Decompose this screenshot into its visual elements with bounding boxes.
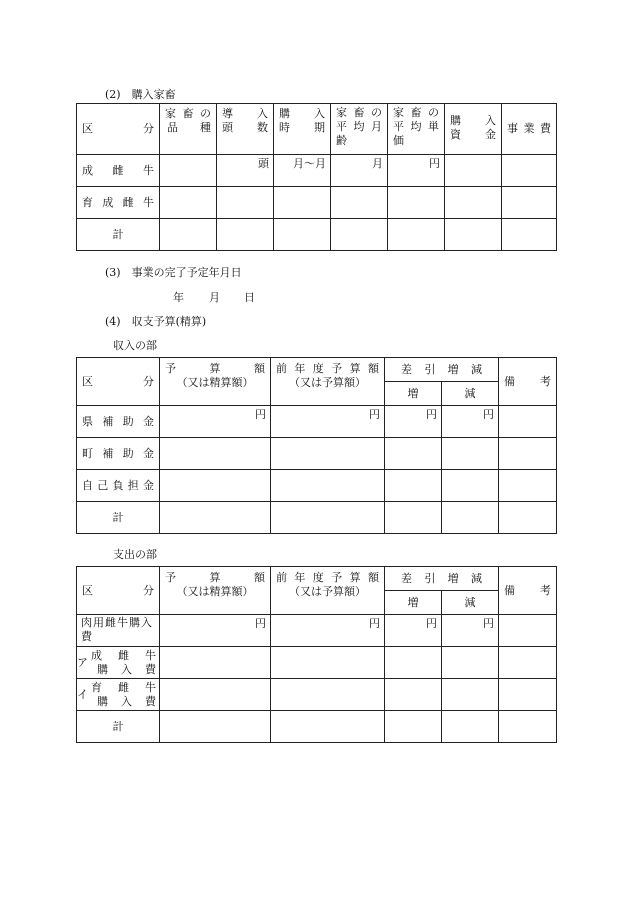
table-row <box>77 470 557 502</box>
header-kubun: 区 分 <box>77 358 160 406</box>
unit-tou: 頭 <box>217 155 274 187</box>
row-label-nikuyou: 肉用雌牛購入費 <box>77 615 160 647</box>
table-row <box>77 679 557 711</box>
row-label-machi: 町 補 助 金 <box>77 438 160 470</box>
table-row <box>77 647 557 679</box>
header-tousuu: 導 入 頭 数 <box>217 104 274 155</box>
expense-table <box>76 566 557 743</box>
unit-yen: 円 <box>271 615 385 647</box>
row-label-a-seishigyu: ア 成 雌 牛 購 入 費 <box>77 647 160 679</box>
unit-tsuki-range: 月～月 <box>274 155 331 187</box>
header-bikou: 備 考 <box>499 567 557 615</box>
table-row <box>77 155 557 187</box>
income-title: 収入の部 <box>113 339 157 352</box>
table-row <box>77 219 557 251</box>
table-row <box>77 406 557 438</box>
row-label-ikusei: 育 成 雌 牛 <box>77 187 160 219</box>
unit-yen: 円 <box>271 406 385 438</box>
header-zou: 増 <box>385 591 442 615</box>
table-row <box>77 502 557 534</box>
table-row <box>77 187 557 219</box>
date-year: 年 <box>173 291 184 304</box>
date-day: 日 <box>244 291 255 304</box>
header-zennendo: 前 年 度 予 算 額 （又は予算額） <box>271 567 385 615</box>
section-2-heading: (2) 購入家畜 <box>105 88 176 101</box>
total-label: 計 <box>77 502 160 534</box>
purchase-livestock-table <box>76 103 557 251</box>
row-label-i-ikusei: イ 育 雌 牛 購 入 費 <box>77 679 160 711</box>
row-label-seishigyu: 成 雌 牛 <box>77 155 160 187</box>
date-month: 月 <box>209 291 220 304</box>
header-kubun: 区 分 <box>77 567 160 615</box>
header-gen: 減 <box>442 382 499 406</box>
table-row <box>77 711 557 743</box>
expense-title: 支出の部 <box>113 548 157 561</box>
header-yosan: 予 算 額 （又は精算額） <box>160 358 271 406</box>
item-mark-a: ア <box>77 655 88 669</box>
header-heikin-tsuki: 家 畜 の 平 均 月 齢 <box>331 104 388 155</box>
header-gen: 減 <box>442 591 499 615</box>
section-3-heading: (3) 事業の完了予定年月日 <box>105 266 242 279</box>
header-zennendo: 前 年 度 予 算 額 （又は予算額） <box>271 358 385 406</box>
unit-yen: 円 <box>442 406 499 438</box>
header-jigyouhi: 事 業 費 <box>502 104 557 155</box>
unit-yen: 円 <box>388 155 445 187</box>
section-4-heading: (4) 収支予算(精算) <box>105 315 207 328</box>
table-row <box>77 615 557 647</box>
header-kubun: 区 分 <box>77 104 160 155</box>
unit-yen: 円 <box>160 615 271 647</box>
income-table <box>76 357 557 534</box>
header-yosan: 予 算 額 （又は精算額） <box>160 567 271 615</box>
row-label-jiko: 自 己 負 担 金 <box>77 470 160 502</box>
table-row <box>77 438 557 470</box>
unit-yen: 円 <box>385 615 442 647</box>
item-mark-i: イ <box>77 687 88 701</box>
header-zou: 増 <box>385 382 442 406</box>
header-sabiki: 差 引 増 減 <box>385 358 499 382</box>
unit-yen: 円 <box>160 406 271 438</box>
total-label: 計 <box>77 711 160 743</box>
unit-tsuki: 月 <box>331 155 388 187</box>
header-sabiki: 差 引 増 減 <box>385 567 499 591</box>
unit-yen: 円 <box>385 406 442 438</box>
total-label: 計 <box>77 219 160 251</box>
header-shikin: 購 入 資 金 <box>445 104 502 155</box>
row-label-ken: 県 補 助 金 <box>77 406 160 438</box>
unit-yen: 円 <box>442 615 499 647</box>
header-jiki: 購 入 時 期 <box>274 104 331 155</box>
header-bikou: 備 考 <box>499 358 557 406</box>
header-heikin-tanka: 家 畜 の 平 均 単 価 <box>388 104 445 155</box>
header-hinshu: 家 畜 の 品 種 <box>160 104 217 155</box>
